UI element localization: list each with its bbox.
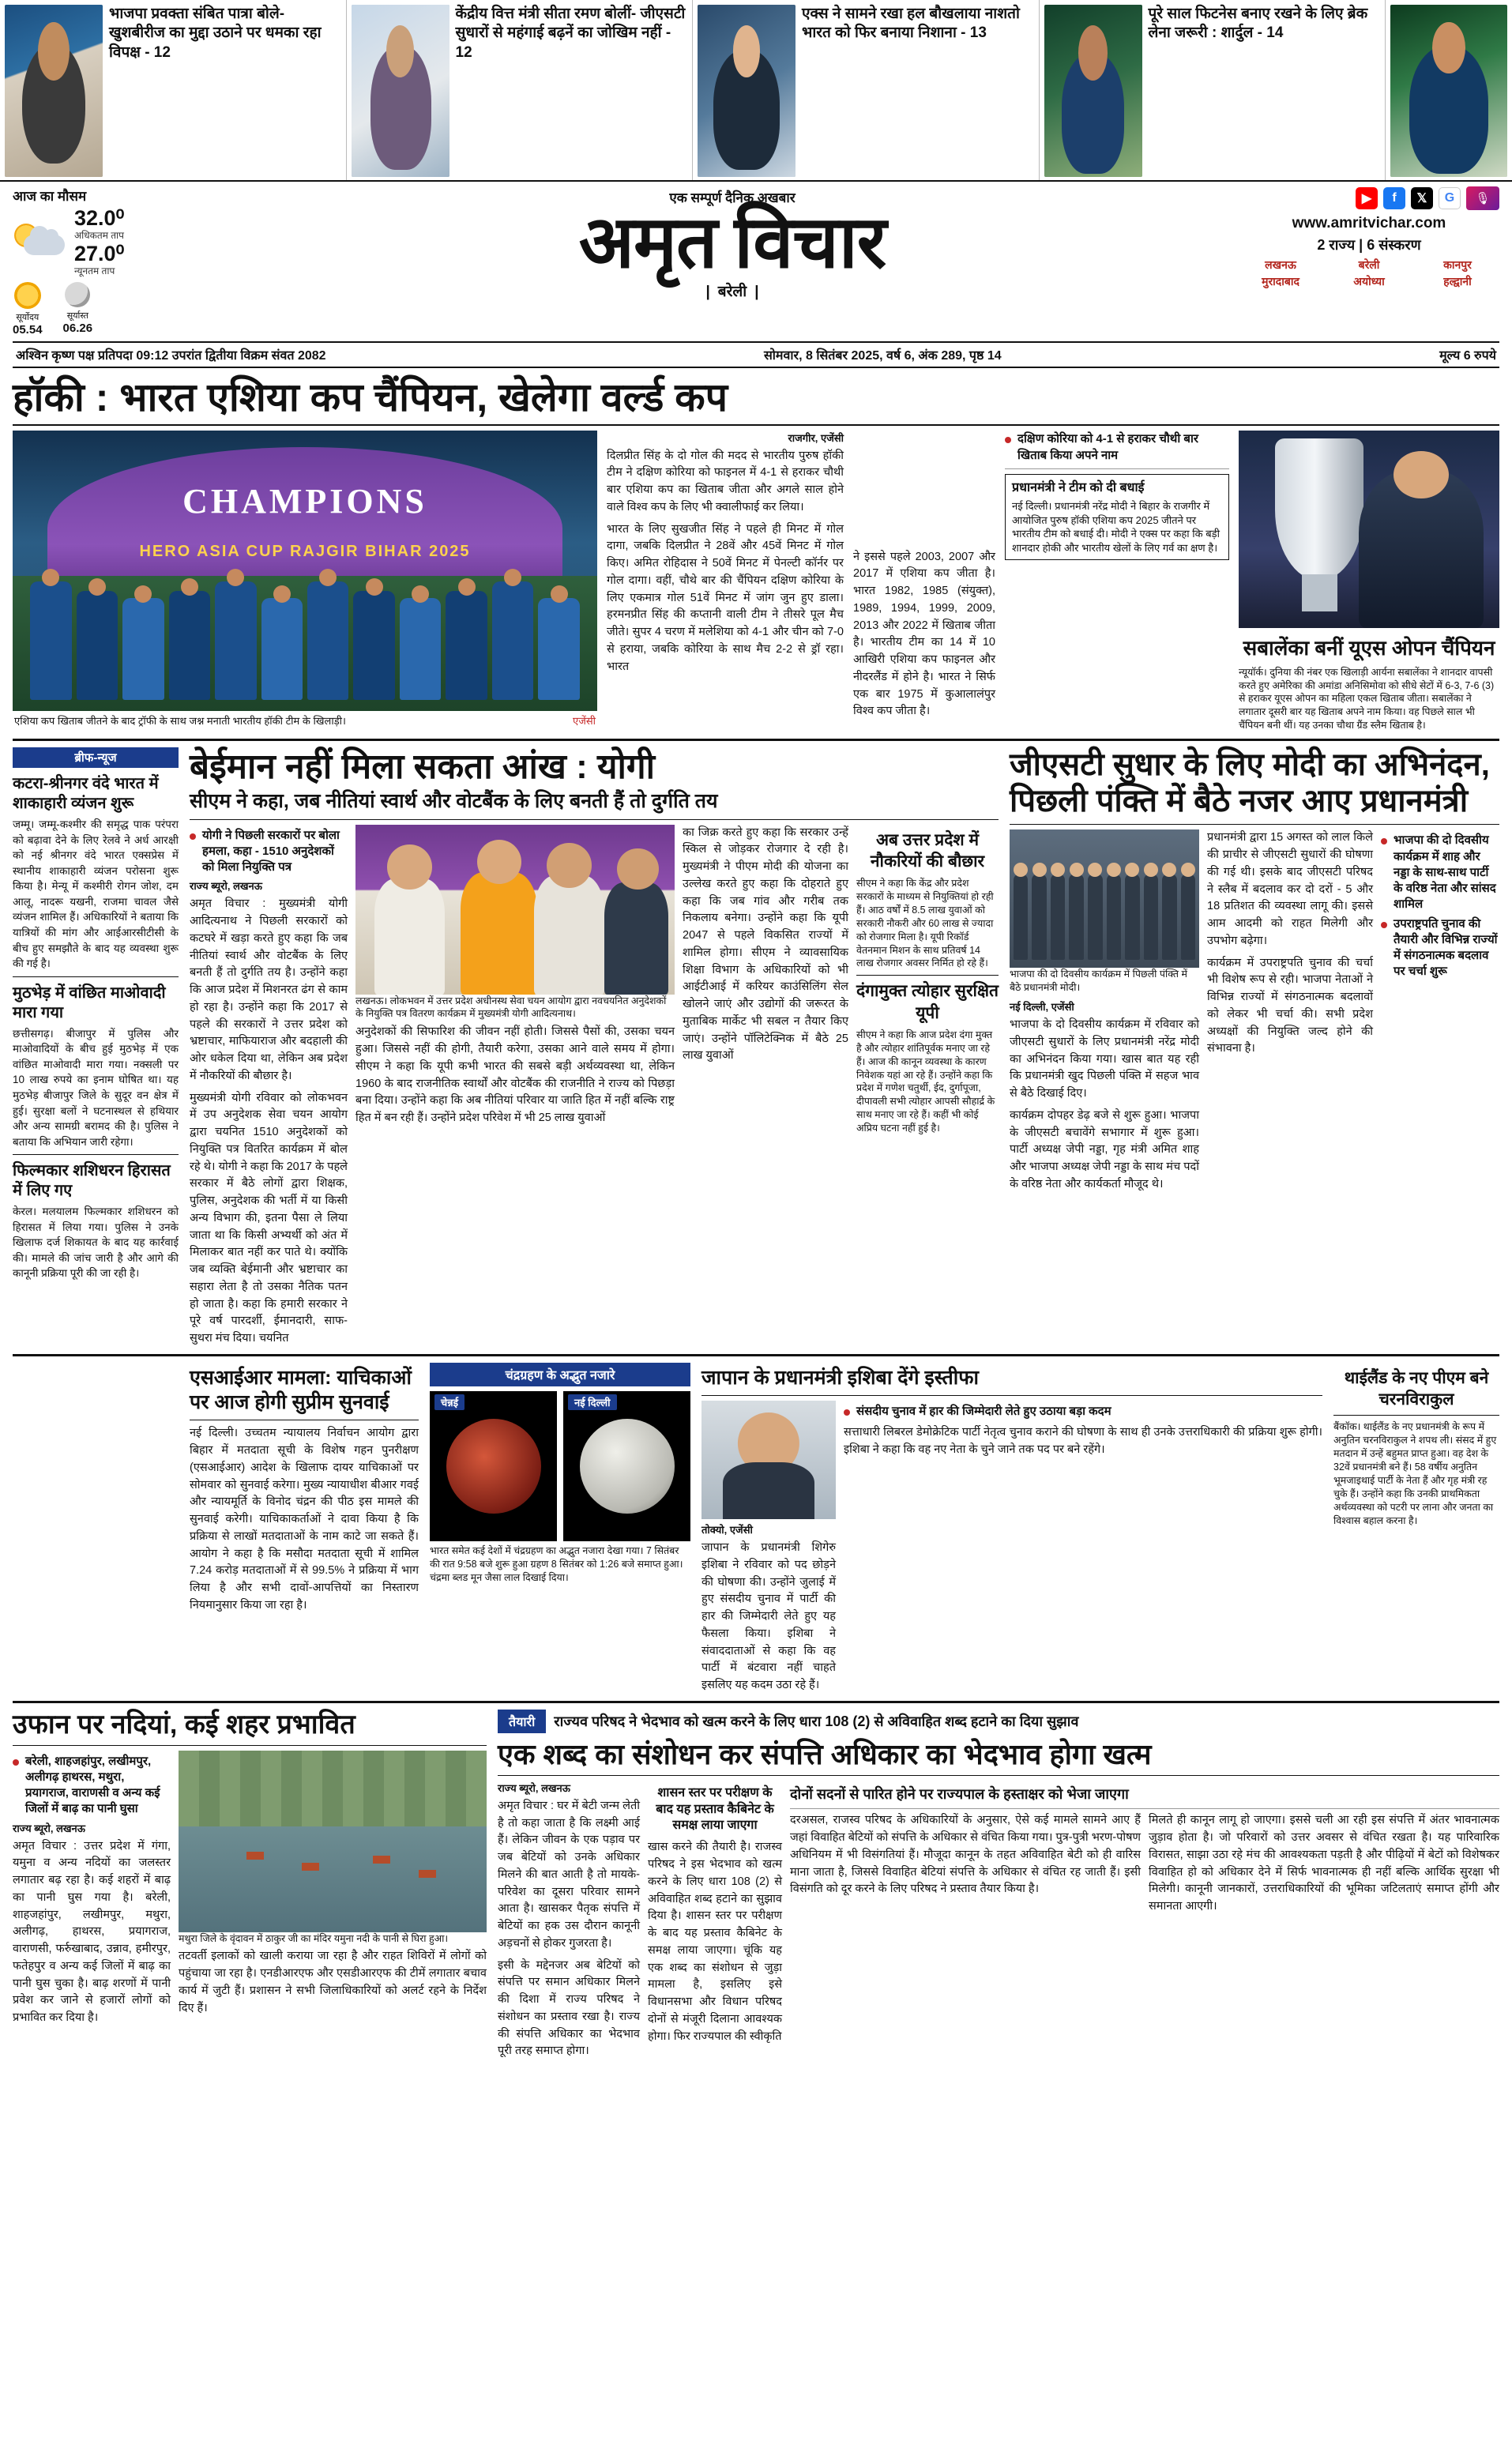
brief-news-column bbox=[13, 747, 179, 1348]
gst-body-1: भाजपा के दो दिवसीय कार्यक्रम में रविवार को जीएसटी सुधारों के लिए प्रधानमंत्री नरेंद्र मोदी का अभिनंदन किया गया। खास बात यह रही कि प्रधानमंत्री खुद पिछली पंक्ति में सहज भाव से बैठे दिखाई दिए। bbox=[1010, 1018, 1199, 1100]
teaser-item[interactable] bbox=[347, 0, 694, 180]
yogi-box2-body: सीएम ने कहा कि आज प्रदेश दंगा मुक्त है और त्योहार शांतिपूर्वक मनाए जा रहे हैं। आज की कानून व्यवस्था के कारण निवेशक यहां आ रहे हैं। उन्होंने कहा कि प्रदेश में गणेश चतुर्थी, ईद, दुर्गापूजा, दीपावली सभी त्योहार आपसी सौहार्द्र के साथ मनाए जा रहे हैं। कहीं भी कोई अप्रिय घटना नहीं हुई है। bbox=[856, 1029, 995, 1134]
lunar-photo-delhi bbox=[563, 1391, 690, 1541]
brief-column-spacer bbox=[13, 1363, 179, 1695]
brief-item-headline[interactable]: कटरा-श्रीनगर वंदे भारत में शाकाहारी व्यंजन शुरू bbox=[13, 775, 159, 813]
japan-headline: जापान के प्रधानमंत्री इशिबा देंगे इस्तीफा bbox=[701, 1366, 980, 1389]
flood-byline: राज्य ब्यूरो, लखनऊ bbox=[13, 1822, 85, 1834]
lunar-photo-chennai bbox=[430, 1391, 557, 1541]
lunar-caption: भारत समेत कई देशों में चंद्रग्रहण का अद्भुत नजारा देखा गया। 7 सितंबर की रात 9:58 बजे शुरू हुआ ग्रहण 8 सितंबर को 1:26 बजे समाप्त हुआ। चंद्रमा ब्लड मून जैसा लाल दिखाई दिया। bbox=[430, 1544, 683, 1583]
sabalenka-photo bbox=[1239, 431, 1499, 628]
gst-byline: नई दिल्ली, एजेंसी bbox=[1010, 1001, 1074, 1013]
masthead bbox=[0, 182, 1512, 337]
hockey-photo: CHAMPIONS HERO ASIA CUP RAJGIR BIHAR 2025 bbox=[13, 431, 597, 711]
property-sub-body: खास करने की तैयारी है। राजस्व परिषद ने इस भेदभाव को खत्म करने के लिए धारा 108 (2) से अविवाहित शब्द हटाने का सुझाव दिया है। शासन स्तर पर परीक्षण के बाद यह प्रस्ताव कैबिनेट के समक्ष लाया जाएगा। चूंकि यह एक शब्द का संशोधन से जुड़ा मामला है, इसलिए इसे विधानसभा और विधान परिषद दोनों से मंजूरी दिलाना आवश्यक होगा। फिर राज्यपाल की स्वीकृति bbox=[648, 1841, 782, 2043]
property-sub-title: शासन स्तर पर परीक्षण के बाद यह प्रस्ताव कैबिनेट के समक्ष लाया जाएगा bbox=[656, 1785, 774, 1833]
japan-byline: तोक्यो, एजेंसी bbox=[701, 1524, 753, 1537]
yogi-body-1: अमृत विचार : मुख्यमंत्री योगी आदित्यनाथ ने पिछली सरकारों को कटघरे में खड़ा करते हुए कहा कि जब नीतियां स्वार्थ और वोटबैंक के लिए बनती हैं तो दुर्गति तय है। उन्होंने कहा कि आज प्रदेश में मिशनरत ढंग से काम हो रहा है। उन्होंने कहा कि 2017 से पहले की सरकारों ने उत्तर प्रदेश को भ्रष्टाचार, माफियाराज और बदहाली की ओर धकेल दिया था, लेकिन अब प्रदेश में नौकरियों की बौछार है। bbox=[190, 897, 348, 1082]
sunrise-block bbox=[13, 282, 43, 337]
japan-body-1: जापान के प्रधानमंत्री शिगेरु इशिबा ने रविवार को पद छोड़ने की घोषणा की। उन्होंने जुलाई में हुए संसदीय चुनाव में पार्टी की हार की जिम्मेदारी लेते हुए यह फैसला किया। इशिबा ने संवाददाताओं से कहा कि वह पार्टी में बंटवारा नहीं चाहते इसलिए यह कदम उठा रहे हैं। bbox=[701, 1541, 836, 1692]
property-headline: एक शब्द का संशोधन कर संपत्ति अधिकार का भेदभाव होगा खत्म bbox=[498, 1737, 1152, 1770]
gst-story bbox=[1010, 747, 1499, 1348]
masthead-tagline: एक सम्पूर्ण दैनिक अखबार bbox=[669, 190, 795, 205]
flood-bullet: बरेली, शाहजहांपुर, लखीमपुर, अलीगढ़ हाथरस, मथुरा, प्रयागराज, वाराणसी व अन्य कई जिलों में बाढ़ का पानी घुसा bbox=[13, 1754, 171, 1818]
edition-list bbox=[1239, 258, 1499, 289]
property-tag: तैयारी bbox=[498, 1710, 546, 1733]
brief-item-body: केरल। मलयालम फिल्मकार शशिधरन को हिरासत में लिया गया। पुलिस ने उनके खिलाफ दर्ज शिकायत के बाद यह कार्रवाई की। मामले की जांच जारी है और आगे की कानूनी प्रक्रिया पूरी की जा रही है। bbox=[13, 1206, 179, 1280]
edition-item[interactable]: कानपुर bbox=[1443, 258, 1472, 271]
lower-band bbox=[0, 1363, 1512, 1695]
gst-bullet-1: भाजपा की दो दिवसीय कार्यक्रम में शाह और नड्डा के साथ-साथ पार्टी के वरिष्ठ नेता और सांसद शामिल bbox=[1381, 833, 1499, 912]
teaser-headline: एक्स ने सामने रखा हल बौखलाया नाशतो भारत को फिर बनाया निशाना bbox=[802, 6, 1020, 42]
property-body-2: इसी के मद्देनजर अब बेटियों को संपत्ति पर समान अधिकार मिलने की दिशा में राज्य परिषद ने संशोधन का प्रस्ताव रखा है। राज्य की संपत्ति अधिकार का भेदभाव पूरी तरह समाप्त होगा। bbox=[498, 1958, 640, 2058]
teaser-item[interactable] bbox=[0, 0, 347, 180]
temp-min-value: 27.0⁰ bbox=[74, 241, 125, 265]
yogi-story bbox=[190, 747, 999, 1348]
bottom-band bbox=[0, 1710, 1512, 2060]
pm-congrats-title: प्रधानमंत्री ने टीम को दी बधाई bbox=[1012, 480, 1145, 495]
teaser-page: - 13 bbox=[961, 24, 987, 42]
sunrise-time: 05.54 bbox=[13, 322, 43, 337]
yogi-body-4: का जिक्र करते हुए कहा कि सरकार उन्हें स्किल से जोड़कर रोजगार दे रही है। मुख्यमंत्री ने पीएम मोदी की योजना का उल्लेख करते हुए कहा कि दोहराते हुए कहा कि जब गांव और गरीब तक निकलाय बनेगा। उन्होंने कहा कि यूपी 2047 से पहले विकसित राज्यों में शामिल होगा। सीएम ने व्यावसायिक शिक्षा विभाग के अधिकारियों को भी आईटीआई में करियर काउंसिलिंग सेल खोलने जाएं और उद्योगों की जरूरत के मुताबिक मार्केट भी सबल न तैयार किए जाएं। उन्होंने पॉलिटेक्निक में बैठे 25 लाख युवाओं bbox=[683, 826, 848, 1063]
flood-photo-caption: मथुरा जिले के वृंदावन में ठाकुर जी का मंदिर यमुना नदी के पानी से घिरा हुआ। bbox=[179, 1932, 449, 1944]
hockey-body-3: ने इससे पहले 2003, 2007 और 2017 में एशिया कप जीता है। भारत 1982, 1985 (संयुक्त), 1989, 1994, 1999, 2009, 2013 और 2022 में खिताब जीता है। भारतीय टीम का 14 में 10 आखिरी एशिया कप फाइनल और नीदरलैंड में होने है। भारत ने सिर्फ एक बार 1975 में कुआलालंपुर विश्व कप जीता है। bbox=[853, 550, 995, 718]
temp-min-label: न्यूनतम ताप bbox=[74, 265, 115, 276]
property-right-head: दोनों सदनों से पारित होने पर राज्यपाल के हस्ताक्षर को भेजा जाएगा bbox=[790, 1785, 1129, 1802]
sabalenka-body: न्यूयॉर्क। दुनिया की नंबर एक खिलाड़ी आर्यना सबालेंका ने शानदार वापसी करते हुए अमेरिका की अमांडा अनिसिमोवा को सीधे सेटों में 6-3, 7-6 (3) से हराकर यूएस ओपन का महिला एकल खिताब जीता। सबालेंका ने लगातार दूसरी बार यह खिताब अपने नाम किया। वह पिछले साल भी चैंपियन बनी थीं। यह उनका चौथा ग्रैंड स्लैम खिताब है। bbox=[1239, 666, 1495, 732]
top-teaser-strip bbox=[0, 0, 1512, 182]
lunar-label-chennai: चेन्नई bbox=[434, 1394, 465, 1410]
teaser-photo bbox=[1390, 5, 1507, 177]
issue-info: सोमवार, 8 सितंबर 2025, वर्ष 6, अंक 289, पृष्ठ 14 bbox=[763, 348, 1002, 363]
facebook-icon[interactable]: f bbox=[1383, 187, 1405, 209]
teaser-text bbox=[1149, 5, 1381, 177]
teaser-text bbox=[802, 5, 1034, 177]
teaser-photo bbox=[352, 5, 449, 177]
flood-body-1: अमृत विचार : उत्तर प्रदेश में गंगा, यमुना व अन्य नदियों का जलस्तर लगातार बढ़ रहा है। कई शहरों में बाढ़ का पानी घुस गया है। बरेली, शाहजहांपुर, लखीमपुर, मथुरा, अलीगढ़, हाथरस, प्रयागराज, वाराणसी, फर्रुखाबाद, उन्नाव, हमीरपुर, फतेहपुर व अन्य कई जिलों में बाढ़ का पानी घुस चुका है। बाढ़ शरणों में पानी प्रवेश कर जाने से हजारों लोगों को प्रभावित कर दिया है। bbox=[13, 1839, 171, 2025]
flood-body-2: तटवर्ती इलाकों को खाली कराया जा रहा है और राहत शिविरों में लोगों को पहुंचाया जा रहा है। एनडीआरएफ और एसडीआरएफ की टीमें लगातार बचाव कार्य में जुटी हैं। प्रशासन ने सभी जिलाधिकारियों को अलर्ट रहने के निर्देश दिए हैं। bbox=[179, 1950, 487, 2014]
masthead-center bbox=[226, 186, 1239, 337]
website-url[interactable]: www.amritvichar.com bbox=[1292, 215, 1446, 231]
temp-max-value: 32.0⁰ bbox=[74, 206, 125, 230]
sunrise-label: सूर्योदय bbox=[16, 312, 39, 322]
brief-item-body: जम्मू। जम्मू-कश्मीर की समृद्ध पाक परंपरा को बढ़ावा देने के लिए रेलवे ने अर्ध आरक्षी को नई श्रीनगर वंदे भारत एक्सप्रेस में स्थानीय शाकाहारी व्यंजन परोसना शुरू किया है। मेन्यू में कश्मीरी रोगन जोश, दम आलू, नादरू यखनी, राजमा चावल जैसे व्यंजन शामिल हैं। अधिकारियों ने बताया कि यात्रियों की मांग और आईआरसीटीसी के बीच हुए समझौते के बाद यह व्यवस्था शुरू की गई है। bbox=[13, 818, 179, 970]
hockey-byline: राजगीर, एजेंसी bbox=[788, 431, 844, 444]
pm-congrats-body: नई दिल्ली। प्रधानमंत्री नरेंद्र मोदी ने बिहार के राजगीर में आयोजित पुरुष हॉकी एशिया कप 2025 जीतने पर भारतीय टीम को बधाई दी। मोदी ने एक्स पर कहा कि बड़ी शानदार होकी और भारतीय खेलों के लिए गर्व का क्षण है। bbox=[1012, 500, 1220, 554]
moon-icon bbox=[65, 282, 90, 307]
edition-item[interactable]: हल्द्वानी bbox=[1443, 275, 1472, 288]
google-icon[interactable]: G bbox=[1439, 187, 1461, 209]
japan-story bbox=[701, 1363, 1322, 1695]
gst-photo-caption: भाजपा की दो दिवसीय कार्यक्रम में पिछली पंक्ति में बैठे प्रधानमंत्री मोदी। bbox=[1010, 969, 1187, 994]
gst-body-4: कार्यक्रम में उपराष्ट्रपति चुनाव की चर्चा भी विशेष रूप से रही। भाजपा नेताओं ने विभिन्न राज्यों में संगठनात्मक बदलावों को लेकर भी चर्चा की। सभी प्रदेश अध्यक्षों की नियुक्ति जल्द होने की संभावना है। bbox=[1207, 956, 1373, 1055]
hockey-body-2: भारत के लिए सुखजीत सिंह ने पहले ही मिनट में गोल दागा, जबकि दिलप्रीत ने 28वें और 45वें मिनट में गोल किए। अमित रोहिदास ने 50वें मिनट में पेनल्टी कॉर्नर पर गोल दागा। वहीं, चौथे बार की चैंपियन दक्षिण कोरिया के लिए एकमात्र गोल 51वें मिनट में जांग जुन हुए डाला। हरमनप्रीत सिंह की कप्तानी वाली टीम ने तीसरे पूल मैच जीते। सुपर 4 चरण में मलेशिया को 4-1 और चीन को 7-0 से हराया, जबकि कोरिया के साथ मैच 2-2 से ड्रॉ रहा। भारत bbox=[607, 522, 844, 673]
lunar-label-delhi: नई दिल्ली bbox=[568, 1394, 617, 1410]
teaser-photo-extra bbox=[1386, 0, 1512, 180]
pm-congrats-box bbox=[1005, 474, 1229, 561]
yogi-body-2: मुख्यमंत्री योगी रविवार को लोकभवन में उप अनुदेशक सेवा चयन आयोग द्वारा चयनित 1510 अनुदेशकों को नियुक्ति पत्र वितरित कार्यक्रम में बोल रहे थे। योगी ने कहा कि 2017 के पहले सरकार में बैठे लोगों द्वारा शिक्षक, पुलिस, अनुदेशक की भर्ती में या किसी अन्य विभाग की, इतना पैसा ले लिया जाता था कि किसी अभ्यर्थी को अंत में मिलाकर बात नहीं कर पाते थे। क्योंकि जब व्यक्ति बेईमानी और भ्रष्टाचार का सहारा लेता है तो उसका नैतिक पतन हो जाता है। कहा कि हमारी सरकार ने पूरे वर्ष पारदर्शी, ईमानदारी, साफ-सुथरा मंच दिया। चयनित bbox=[190, 1091, 348, 1345]
yogi-subhead: सीएम ने कहा, जब नीतियां स्वार्थ और वोटबैंक के लिए बनती हैं तो दुर्गति तय bbox=[190, 790, 718, 813]
x-icon[interactable]: 𝕏 bbox=[1411, 187, 1433, 209]
edition-item[interactable]: बरेली bbox=[1358, 258, 1380, 271]
edition-item[interactable]: लखनऊ bbox=[1265, 258, 1296, 271]
sunset-block bbox=[63, 282, 93, 337]
gst-bullet-2: उपराष्ट्रपति चुनाव की तैयारी और विभिन्न राज्यों में संगठनात्मक बदलाव पर चर्चा शुरू bbox=[1381, 916, 1499, 980]
sir-story bbox=[190, 1363, 419, 1695]
teaser-item[interactable] bbox=[1040, 0, 1386, 180]
yogi-box1-title: अब उत्तर प्रदेश में नौकरियों की बौछार bbox=[870, 830, 985, 871]
japan-body-2: सत्ताधारी लिबरल डेमोक्रेटिक पार्टी नेतृत्व चुनाव कराने की घोषणा के साथ ही उनके उत्तराधिकारी की प्रक्रिया शुरू होगी। इशिबा ने कहा कि वह नए नेता के चुने जाने तक पद पर बने रहेंगे। bbox=[844, 1426, 1322, 1457]
brief-news-tag: ब्रीफ-न्यूज bbox=[13, 747, 179, 768]
mic-icon[interactable]: 🎙 bbox=[1466, 186, 1499, 210]
japan-box-title: संसदीय चुनाव में हार की जिम्मेदारी लेते हुए उठाया बड़ा कदम bbox=[844, 1404, 1322, 1420]
thailand-story bbox=[1333, 1363, 1499, 1695]
property-right-body-2: मिलते ही कानून लागू हो जाएगा। इससे चली आ रही इस संपत्ति में अंतर भावनात्मक जुड़ाव होता है। जो परिवारों को उत्तर अवसर से वंचित रखता है। यह पारिवारिक विरासत, साझा उठा रहे मंच की आवश्यकता पड़ती है और पीढ़ियों में बेटों को विशेषकर विवाहित हो को अधिकार देने में सिर्फ भावनात्मक ही नहीं बल्कि आर्थिक सुरक्षा भी मिलेगी। कानूनी जानकारों, उत्तराधिकारियों की भूमिका जटिलताएं समाप्त होंगी और समानता आएगी। bbox=[1149, 1814, 1499, 1913]
thailand-body: बैंकॉक। थाईलैंड के नए प्रधानमंत्री के रूप में अनुतिन चरनविराकुल ने शपथ ली। संसद में हुए मतदान में उन्हें बहुमत प्राप्त हुआ। वह देश के 32वें प्रधानमंत्री बने हैं। 58 वर्षीय अनुतिन भूमजाइथाई पार्टी के नेता हैं और गृह मंत्री रह चुके हैं। उन्होंने कहा कि उनकी प्राथमिकता अर्थव्यवस्था को पटरी पर लाना और जनता का विश्वास बहाल करना है। bbox=[1333, 1421, 1497, 1526]
masthead-right bbox=[1239, 186, 1499, 337]
sunset-label: सूर्यास्त bbox=[66, 310, 88, 321]
teaser-item[interactable] bbox=[693, 0, 1040, 180]
hockey-photo-caption bbox=[13, 711, 597, 732]
teaser-headline: केंद्रीय वित्त मंत्री सीता रमण बोलीं- जीएसटी सुधारों से महंगाई बढ़नें का जोखिम नहीं bbox=[455, 6, 686, 42]
yogi-box1-body: सीएम ने कहा कि केंद्र और प्रदेश सरकारों के माध्यम से नियुक्तियां हो रही हैं। आठ वर्षों में 8.5 लाख युवाओं को सरकारी नौकरी और 60 लाख से ज्यादा को रोजगार मिला है। यूपी रिकॉर्ड वेतनमान मिशन के साथ प्रतिवर्ष 14 लाख रोजगार अवसर निर्मित हो रहे हैं। bbox=[856, 878, 994, 969]
yogi-body-3: अनुदेशकों की सिफारिश की जीवन नहीं होती। जिससे पैसों की, उसका चयन हुआ। जिससे नहीं की होगी, तैयारी करेगा, उसका आने वाले समय में होगा। सीएम ने कहा कि यूपी कभी भारत की सबसे बड़ी अर्थव्यवस्था था, लेकिन 1960 के बाद राजनीतिक स्वार्थों और वोटबैंक की राजनीति ने राज्य को पिछड़ा बना दिया। उन्होंने कहा कि अब नीतियां परिवार या जाति हित में नहीं बल्कि राष्ट्र हित में बन रही हैं। उन्होंने प्रदेश परिवेश में भी 25 लाख युवाओं bbox=[355, 1025, 675, 1125]
brief-item-headline[interactable]: मुठभेड़ में वांछित माओवादी मारा गया bbox=[13, 984, 166, 1021]
hockey-headline-text: भारत एशिया कप चैंपियन, खेलेगा वर्ल्ड कप bbox=[119, 374, 728, 419]
teaser-photo bbox=[5, 5, 103, 177]
edition-item[interactable]: मुरादाबाद bbox=[1262, 275, 1299, 288]
price-text: मूल्य 6 रुपये bbox=[1439, 348, 1496, 363]
property-right-body-1: दरअसल, राजस्व परिषद के अधिकारियों के अनुसार, ऐसे कई मामले सामने आए हैं जहां विवाहित बेटियों को संपत्ति के अधिकार से वंचित किया गया। पुत्र-पुत्री भरण-पोषण अधिनियम में भी विसंगतियां हैं। मौजूदा कानून के तहत अविवाहित बेटी को ही वारिस माना जाता है, जिससे विवाहित बेटियां संपत्ति के अधिकार से वंचित रह जाती हैं। इसी विसंगति को दूर करने के लिए परिषद ने प्रस्ताव तैयार किया है। bbox=[790, 1814, 1141, 1896]
teaser-headline: पूरे साल फिटनेस बनाए रखने के लिए ब्रेक लेना जरूरी : शार्दुल bbox=[1148, 6, 1368, 42]
newspaper-title: अमृत विचार bbox=[578, 202, 886, 283]
middle-band bbox=[0, 747, 1512, 1348]
flood-story bbox=[13, 1710, 487, 2060]
teaser-headline: भाजपा प्रवक्ता संबित पात्रा बोले- खुशबीरीज का मुद्दा उठाने पर धमका रहा विपक्ष bbox=[109, 6, 322, 61]
edition-name: | बरेली | bbox=[226, 280, 1239, 301]
hockey-section bbox=[0, 376, 1512, 741]
sun-icon bbox=[14, 282, 41, 309]
flood-photo bbox=[179, 1751, 487, 1932]
yogi-photo bbox=[355, 825, 675, 995]
property-body-1: अमृत विचार : घर में बेटी जन्म लेती है तो कहा जाता है कि लक्ष्मी आई हैं। लेकिन जीवन के एक पड़ाव पर जब बेटियों को उनके अधिकार मिलने की बात आती है तो मायके-परिवेश का दूसरा परिवार सामने आता है। खासकर पैतृक संपत्ति में बेटियों का हक उस दौरान कानूनी अड़चनों से होकर गुजरता है। bbox=[498, 1799, 640, 1950]
social-links[interactable] bbox=[1239, 186, 1499, 210]
weather-title: आज का मौसम bbox=[13, 189, 87, 204]
property-story bbox=[498, 1710, 1499, 2060]
japan-pm-photo bbox=[701, 1401, 836, 1519]
yogi-photo-caption: लखनऊ। लोकभवन में उत्तर प्रदेश अधीनस्थ सेवा चयन आयोग द्वारा नवचयनित अनुदेशकों के नियुक्ति पत्र वितरण कार्यक्रम में मुख्यमंत्री योगी आदित्यनाथ। bbox=[355, 995, 667, 1020]
teaser-photo bbox=[698, 5, 795, 177]
brief-item-headline[interactable]: फिल्मकार शशिधरन हिरासत में लिए गए bbox=[13, 1162, 171, 1200]
yogi-box2-title: दंगामुक्त त्योहार सुरक्षित यूपी bbox=[856, 982, 999, 1022]
teaser-page: - 14 bbox=[1257, 24, 1284, 42]
panchang-text: अश्विन कृष्ण पक्ष प्रतिपदा 09:12 उपरांत द्वितीया विक्रम संवत 2082 bbox=[16, 348, 326, 363]
thailand-headline: थाईलैंड के नए पीएम बने चरनविराकुल bbox=[1344, 1368, 1489, 1409]
flood-headline: उफान पर नदियां, कई शहर प्रभावित bbox=[13, 1709, 355, 1740]
caption-agency: एजेंसी bbox=[573, 714, 596, 727]
sabalenka-headline: सबालेंका बनीं यूएस ओपन चैंपियन bbox=[1243, 635, 1495, 660]
gst-body-3: प्रधानमंत्री द्वारा 15 अगस्त को लाल किले की प्राचीर से जीएसटी सुधारों की घोषणा की गई थी। इसके बाद जीएसटी परिषद ने स्लैब में बदलाव कर दो दरों - 5 और 18 प्रतिशत की व्यवस्था लागू की। इससे आम आदमी को राहत मिलेगी और उपभोग बढ़ेगा। bbox=[1207, 831, 1373, 947]
caption-text: एशिया कप खिताब जीतने के बाद ट्रॉफी के साथ जश्न मनाती भारतीय हॉकी टीम के खिलाड़ी। bbox=[14, 714, 346, 727]
sunset-time: 06.26 bbox=[62, 321, 93, 335]
property-tagline: राज्यव परिषद ने भेदभाव को खत्म करने के लिए धारा 108 (2) से अविवाहित शब्द हटाने का दिया सुझाव bbox=[554, 1713, 1079, 1729]
sir-headline: एसआईआर मामला: याचिकाओं पर आज होगी सुप्रीम सुनवाई bbox=[190, 1366, 412, 1414]
hockey-kicker: हॉकी : bbox=[13, 374, 109, 419]
gst-body-2: कार्यक्रम दोपहर डेढ़ बजे से शुरू हुआ। भाजपा के जीएसटी बचावेंगे सभागार में शुरू हुआ। पार्टी अध्यक्ष जेपी नड्डा, गृह मंत्री अमित शाह और भाजपा अध्यक्ष जेपी नड्डा के साथ मंच पदों के वरिष्ठ नेता और कार्यकर्ता मौजूद थे। bbox=[1010, 1108, 1199, 1191]
temp-max-label: अधिकतम ताप bbox=[74, 230, 124, 242]
brief-item-body: छत्तीसगढ़। बीजापुर में पुलिस और माओवादियों के बीच हुई मुठभेड़ में एक वांछित माओवादी मारा गया। नक्सली पर 10 लाख रुपये का इनाम घोषित था। यह मुठभेड़ बीजापुर जिले के सुदूर वन क्षेत्र में हुई। सुरक्षा बलों ने घटनास्थल से हथियार और अन्य सामग्री बरामद की है। पुलिस ने बताया कि अभियान जारी रहेगा। bbox=[13, 1027, 179, 1148]
teaser-text bbox=[109, 5, 341, 177]
masthead-info-bar bbox=[13, 341, 1499, 368]
weather-block bbox=[13, 186, 226, 337]
property-byline: राज्य ब्यूरो, लखनऊ bbox=[498, 1781, 570, 1794]
gst-photo bbox=[1010, 829, 1199, 968]
gst-headline: जीएसटी सुधार के लिए मोदी का अभिनंदन, पिछली पंक्ति में बैठे नजर आए प्रधानमंत्री bbox=[1010, 747, 1490, 818]
sir-body: नई दिल्ली। उच्चतम न्यायालय निर्वाचन आयोग द्वारा बिहार में मतदाता सूची के विशेष गहन पुनरीक्षण (एसआईआर) आदेश के खिलाफ दायर याचिकाओं पर सोमवार को सुनवाई करेगा। मुख्य न्यायाधीश बीआर गवई और न्यायमूर्ति के विनोद चंद्रन की पीठ इस मामले की सुनवाई करेगी। याचिकाकर्ताओं ने दावा किया है कि प्रक्रिया से लाखों मतदाताओं के नाम काटे जा सकते हैं। आयोग ने कहा है कि मसौदा मतदाता सूची में शामिल 7.24 करोड़ मतदाताओं में से 99.5% ने प्रक्रिया में भाग लिया है और सभी दावों-आपत्तियों का निस्तारण नियमानुसार किया जा रहा है। bbox=[190, 1427, 419, 1612]
edition-city: बरेली bbox=[717, 284, 747, 300]
yogi-headline: बेईमान नहीं मिला सकता आंख : योगी bbox=[190, 747, 656, 787]
teaser-photo bbox=[1044, 5, 1142, 177]
lunar-eclipse-story bbox=[430, 1363, 690, 1695]
lunar-eclipse-title: चंद्रग्रहण के अद्भुत नजारे bbox=[430, 1363, 690, 1386]
weather-cloud-sun-icon bbox=[13, 222, 68, 261]
teaser-text bbox=[456, 5, 688, 177]
hockey-headline bbox=[13, 376, 1499, 419]
edition-item[interactable]: अयोध्या bbox=[1353, 275, 1385, 288]
states-line: 2 राज्य | 6 संस्करण bbox=[1317, 237, 1421, 253]
teaser-page: - 12 bbox=[145, 43, 171, 61]
yogi-byline: राज्य ब्यूरो, लखनऊ bbox=[190, 880, 262, 893]
teaser-page: - 12 bbox=[455, 24, 671, 61]
youtube-icon[interactable]: ▶ bbox=[1356, 187, 1378, 209]
hockey-body-1: दिलप्रीत सिंह के दो गोल की मदद से भारतीय पुरुष हॉकी टीम ने दक्षिण कोरिया को फाइनल में 4-1 से हराकर चौथी बार एशिया कप का खिताब जीता और अगले साल होने वाले विश्व कप के लिए भी क्वालीफाई कर लिया। bbox=[607, 449, 844, 513]
yogi-bullet: योगी ने पिछली सरकारों पर बोला हमला, कहा - 1510 अनुदेशकों को मिला नियुक्ति पत्र bbox=[190, 828, 348, 876]
hockey-bullet: दक्षिण कोरिया को 4-1 से हराकर चौथी बार खिताब किया अपने नाम bbox=[1005, 431, 1229, 464]
